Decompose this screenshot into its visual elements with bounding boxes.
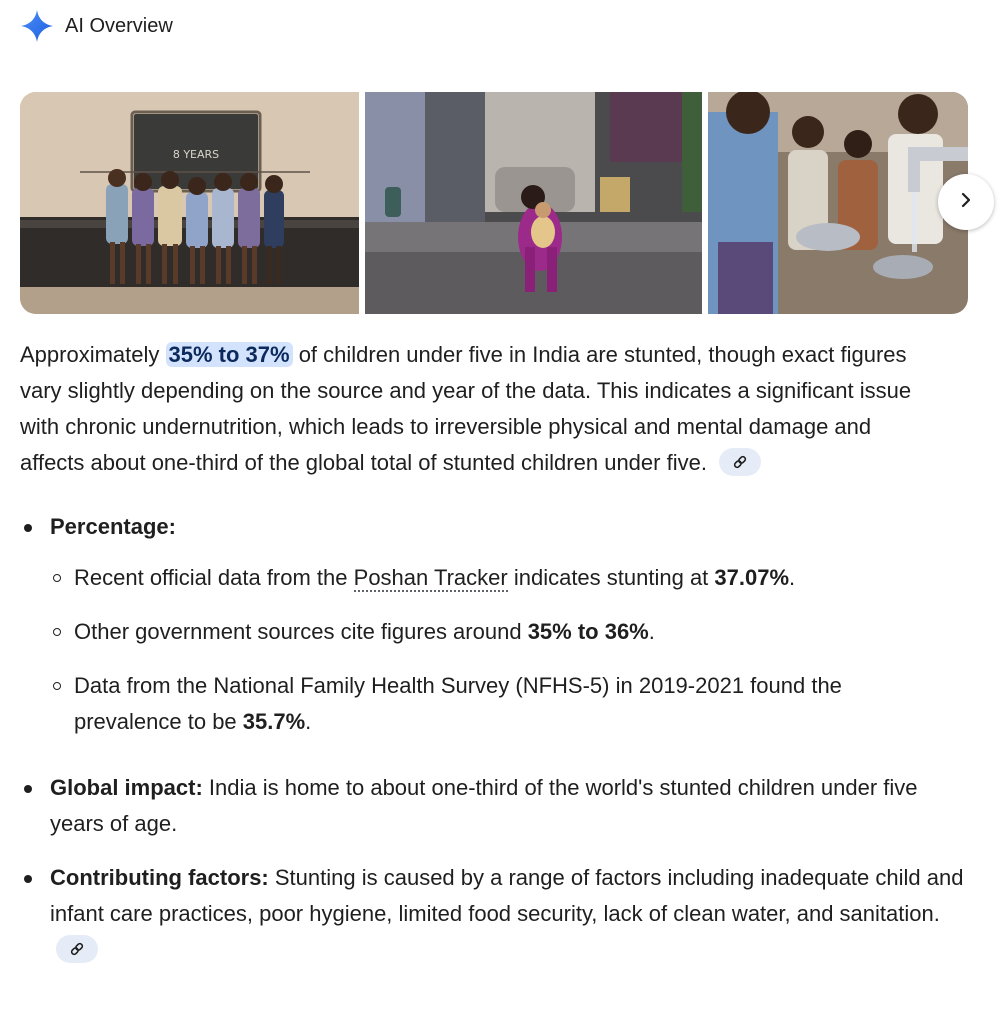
chalkboard-text: 8 YEARS <box>172 148 220 161</box>
intro-paragraph: Approximately 35% to 37% of children under five in India are stunted, though exact figures vary slightly depending on the source and year of the data. This indicates a significant issue with chronic undernutrition, which leads to irreversible physical and mental damage and affects about one-third of the global total of stunted children under five. <box>20 342 912 475</box>
ai-overview-title: AI Overview <box>65 14 173 37</box>
chevron-right-icon <box>957 191 975 214</box>
carousel-next-button[interactable] <box>938 174 994 230</box>
list-item-contributing-factors: Contributing factors: Stunting is caused by a range of factors including inadequate child and infant care practices, poor hygiene, limited food security, lack of clean water, and sanitation. <box>20 860 980 968</box>
highlighted-figure[interactable]: 35% to 37% <box>166 342 293 367</box>
percentage-sublist <box>50 560 980 740</box>
overview-content <box>20 337 980 968</box>
list-item-global-impact: Global impact: India is home to about one-third of the world's stunted children under five years of age. <box>20 770 960 842</box>
ai-overview-header <box>20 9 173 43</box>
poshan-tracker-link[interactable]: Poshan Tracker <box>353 565 508 590</box>
schoolchildren-chalkboard-photo[interactable] <box>20 92 359 314</box>
list-item: Other government sources cite figures around 35% to 36%. <box>50 614 980 650</box>
children-water-tap-photo[interactable] <box>708 92 968 314</box>
list-item-percentage: Percentage: Recent official data from the Poshan Tracker indicates stunting at 37.07%. Other government sources cite figures around 35% to 36%. Data from the National Family Health Survey (NFHS-5) in 2019-2021 found the prevalence to be 35.7%. <box>20 509 980 740</box>
list-item: Recent official data from the Poshan Tracker indicates stunting at 37.07%. <box>50 560 980 596</box>
link-icon <box>69 941 85 957</box>
link-icon <box>732 454 748 470</box>
details-list <box>20 509 980 968</box>
image-carousel <box>20 92 968 314</box>
mother-child-doorstep-photo[interactable] <box>365 92 702 314</box>
sparkle-icon <box>20 9 54 43</box>
source-link-button[interactable] <box>719 448 761 476</box>
list-item: Data from the National Family Health Survey (NFHS-5) in 2019-2021 found the prevalence to be 35.7%. <box>50 668 934 740</box>
source-link-button[interactable] <box>56 935 98 963</box>
